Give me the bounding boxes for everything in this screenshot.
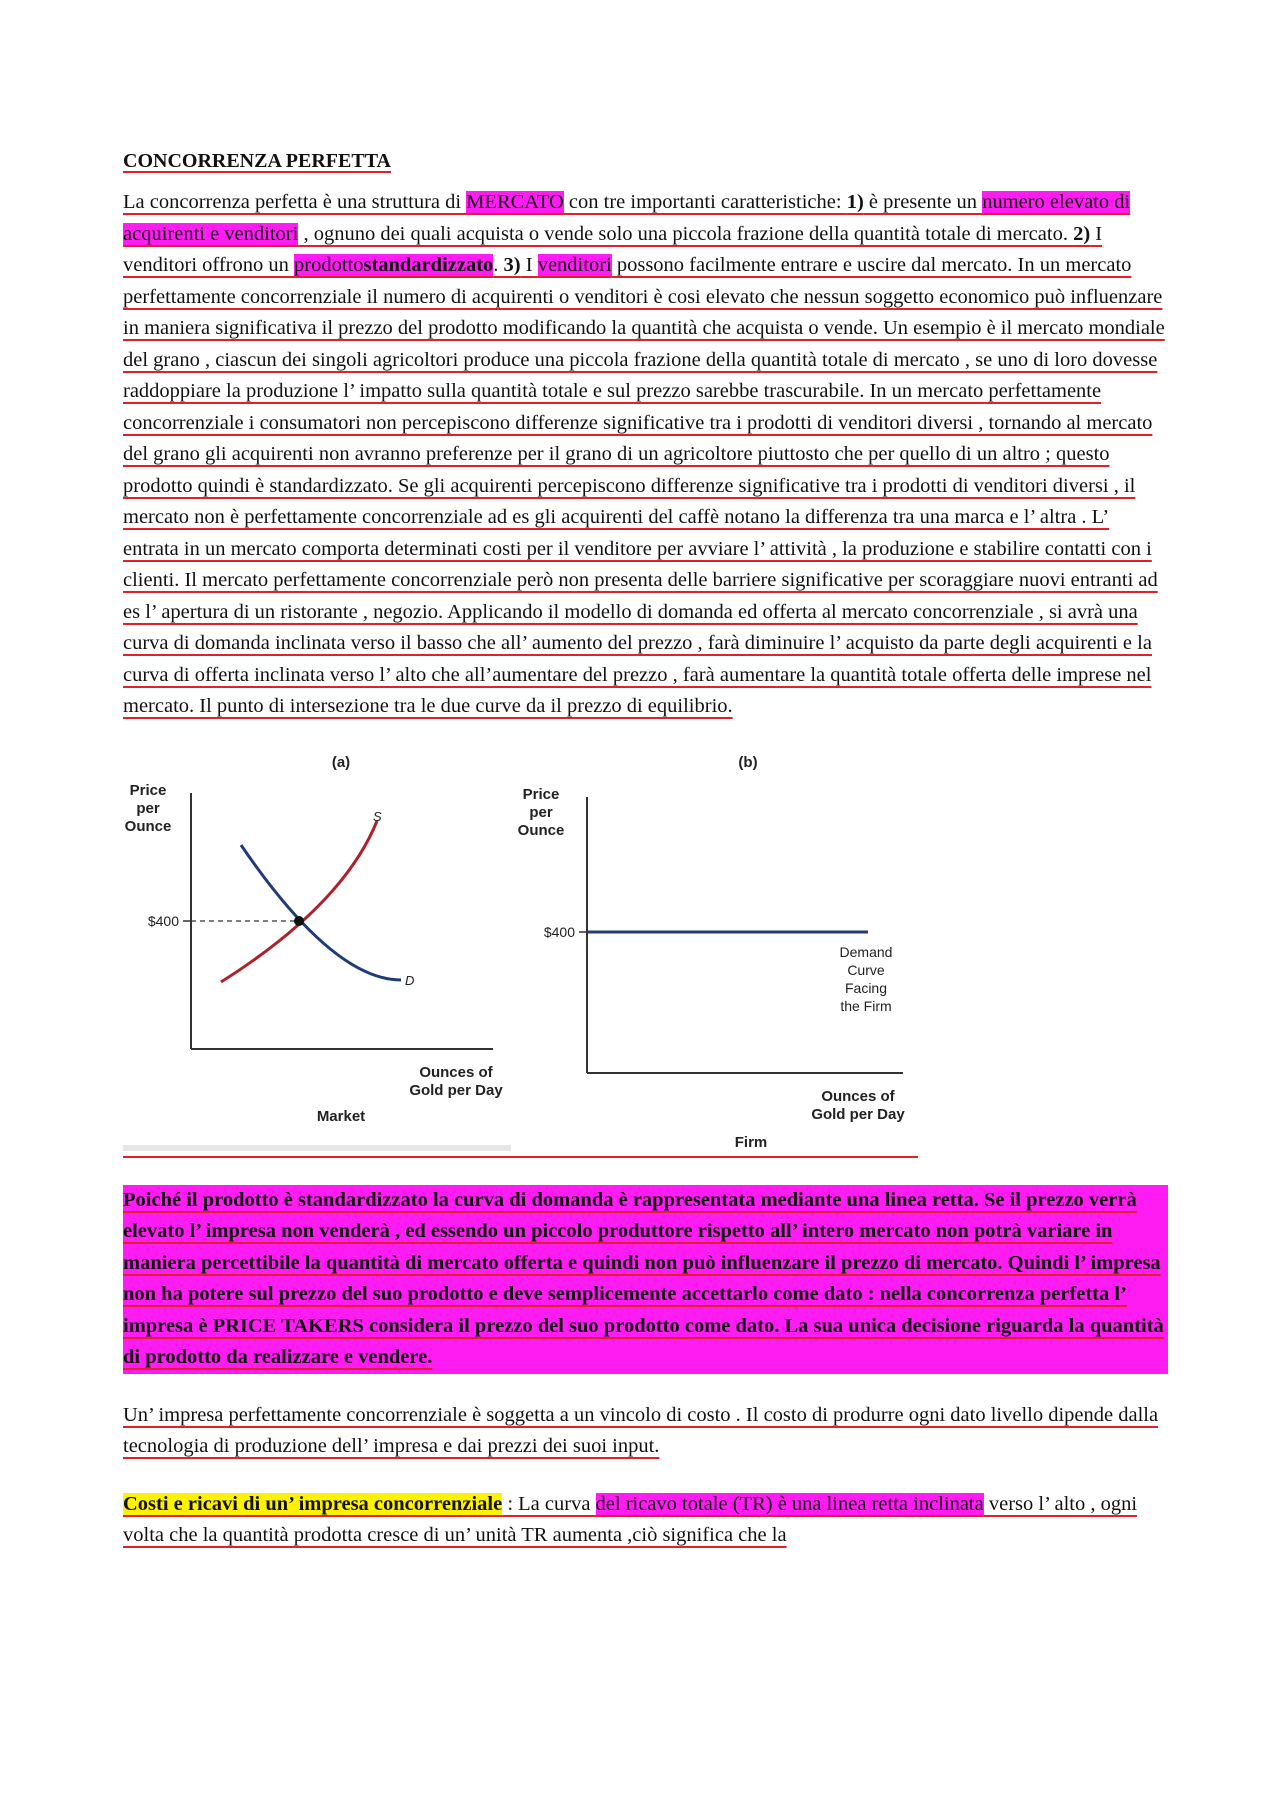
text-run: , ognuno dei quali acquista o vende solo una piccola frazione della quantità totale di mercato. bbox=[298, 222, 1074, 245]
figure-market-firm bbox=[123, 745, 1168, 1165]
panel-a-demand-label: D bbox=[405, 972, 415, 988]
text-run: La concorrenza perfetta è una struttura di bbox=[123, 191, 467, 213]
panel-b bbox=[518, 754, 906, 1151]
panel-b-ylabel-2: per bbox=[529, 803, 553, 821]
list-number: 1) bbox=[846, 191, 864, 213]
text-run: possono facilmente entrare e uscire dal mercato. In un mercato perfettamente concorrenziale il numero di acquirenti o venditori è cosi elevato che nessun soggetto economico può influenzare in maniera significativa il prezzo del prodotto modificando la quantità che acquista o vende. Un esempio è il mercato mondiale del grano , ciascun dei singoli agricoltori produce una piccola frazione della quantità totale di mercato , se uno di loro dovesse raddoppiare la produzione l’ impatto sulla quantità totale e sul prezzo sarebbe trascurabile. In un mercato perfettamente concorrenziale i consumatori non percepiscono differenze significative tra i prodotti di venditori diversi , tornando al mercato del grano gli acquirenti non avranno preferenze per il grano di un agricoltore piuttosto che per quello di un altro ; questo prodotto quindi è standardizzato. Se gli acquirenti percepiscono differenze significative tra i prodotti di venditori diversi , il mercato non è perfettamente concorrenziale ad es gli acquirenti del caffè notano la differenza tra una marca e l’ altra . L’ entrata in un mercato comporta determinati costi per il venditore per avviare l’ attività , la produzione e stabilire contatti con i clienti. Il mercato perfettamente concorrenziale però non presenta delle barriere significative per scoraggiare nuovi entranti ad es l’ apertura di un ristorante , negozio. Applicando il modello di domanda ed offerta al mercato concorrenziale , si avrà una curva di domanda inclinata verso il basso che all’ aumento del prezzo , farà diminuire l’ acquisto da parte degli acquirenti e la curva di offerta inclinata verso l’ alto che all’aumentare del prezzo , farà aumentare la quantità totale offerta delle imprese nel mercato. Il punto di intersezione tra le due curve da il prezzo di equilibrio. bbox=[123, 254, 1165, 717]
panel-a-label: (a) bbox=[331, 753, 351, 771]
paragraph-cost-constraint: Un’ impresa perfettamente concorrenziale è soggetta a un vincolo di costo . Il costo di produrre ogni dato livello dipende dalla tecnologia di produzione dell’ impresa e dai prezzi dei suoi input. bbox=[123, 1403, 1159, 1457]
highlight-costi-ricavi: Costi e ricavi di un’ impresa concorrenziale bbox=[123, 1492, 503, 1515]
panel-b-demand-label-2: Curve bbox=[847, 961, 885, 978]
text-run: : La curva bbox=[502, 1492, 596, 1515]
highlight-mercato: MERCATO bbox=[466, 191, 564, 213]
panel-b-ylabel-1: Price bbox=[522, 785, 560, 803]
figure-svg bbox=[123, 745, 1168, 1165]
panel-a-ylabel-3: Ounce bbox=[124, 817, 172, 835]
panel-a-supply-curve bbox=[221, 821, 377, 982]
text-run-bold: standardizzato bbox=[363, 254, 494, 276]
text-run: con tre importanti caratteristiche: bbox=[563, 191, 847, 213]
panel-a bbox=[125, 754, 504, 1125]
highlight-acquirenti: numero elevato di acquirenti e venditori bbox=[123, 191, 1131, 245]
panel-a-ylabel-2: per bbox=[136, 799, 160, 817]
text-run: è presente un bbox=[863, 191, 983, 213]
panel-b-xlabel-2: Gold per Day bbox=[811, 1105, 905, 1123]
panel-a-price-tick-label: $400 bbox=[147, 912, 179, 929]
text-run: prodotto bbox=[294, 254, 364, 276]
panel-a-demand-curve bbox=[241, 845, 401, 980]
highlight-ricavo-totale: del ricavo totale (TR) è una linea retta inclinata bbox=[595, 1492, 984, 1515]
text-run: I venditori offrono un bbox=[123, 222, 1103, 276]
list-number: 2) bbox=[1073, 222, 1091, 245]
text-run: . bbox=[493, 254, 504, 276]
panel-a-equilibrium-point bbox=[294, 916, 304, 926]
panel-a-supply-label: S bbox=[373, 808, 382, 824]
paragraph-intro bbox=[123, 187, 1168, 723]
panel-b-ylabel-3: Ounce bbox=[517, 821, 565, 839]
text-run: verso l’ alto , ogni volta che la quantità prodotta cresce di un’ unità TR aumenta ,ciò significa che la bbox=[123, 1492, 1138, 1546]
text-run: I bbox=[520, 254, 538, 276]
highlight-prodotto bbox=[294, 254, 493, 276]
paragraph-costs-revenues bbox=[123, 1489, 1168, 1552]
panel-b-demand-label-1: Demand bbox=[839, 943, 893, 960]
scan-artifact bbox=[123, 1145, 511, 1151]
document-body bbox=[123, 150, 1168, 1552]
panel-b-demand-label-4: the Firm bbox=[840, 997, 892, 1014]
panel-a-xlabel-1: Ounces of bbox=[419, 1063, 493, 1081]
panel-a-xlabel-2: Gold per Day bbox=[409, 1081, 503, 1099]
panel-b-price-tick-label: $400 bbox=[543, 923, 575, 940]
panel-b-label: (b) bbox=[738, 753, 758, 771]
panel-b-demand-label-3: Facing bbox=[844, 979, 888, 996]
highlight-venditori: venditori bbox=[537, 254, 612, 276]
list-number: 3) bbox=[503, 254, 521, 276]
panel-b-xlabel-1: Ounces of bbox=[821, 1087, 895, 1105]
paragraph-price-taker: Poiché il prodotto è standardizzato la curva di domanda è rappresentata mediante una linea retta. Se il prezzo verrà elevato l’ impresa non venderà , ed essendo un piccolo produttore rispetto all’ intero mercato non potrà variare in maniera percettibile la quantità di mercato offerta e quindi non può influenzare il prezzo di mercato. Quindi l’ impresa non ha potere sul prezzo del suo prodotto e deve semplicemente accettarlo come dato : nella concorrenza perfetta l’ impresa è PRICE TAKERS considera il prezzo del suo prodotto come dato. La sua unica decisione riguarda la quantità di prodotto da realizzare e vendere. bbox=[123, 1185, 1168, 1374]
document-title: CONCORRENZA PERFETTA bbox=[123, 150, 391, 172]
panel-b-caption: Firm bbox=[734, 1133, 768, 1151]
panel-a-ylabel-1: Price bbox=[129, 781, 167, 799]
panel-a-caption: Market bbox=[316, 1107, 366, 1125]
